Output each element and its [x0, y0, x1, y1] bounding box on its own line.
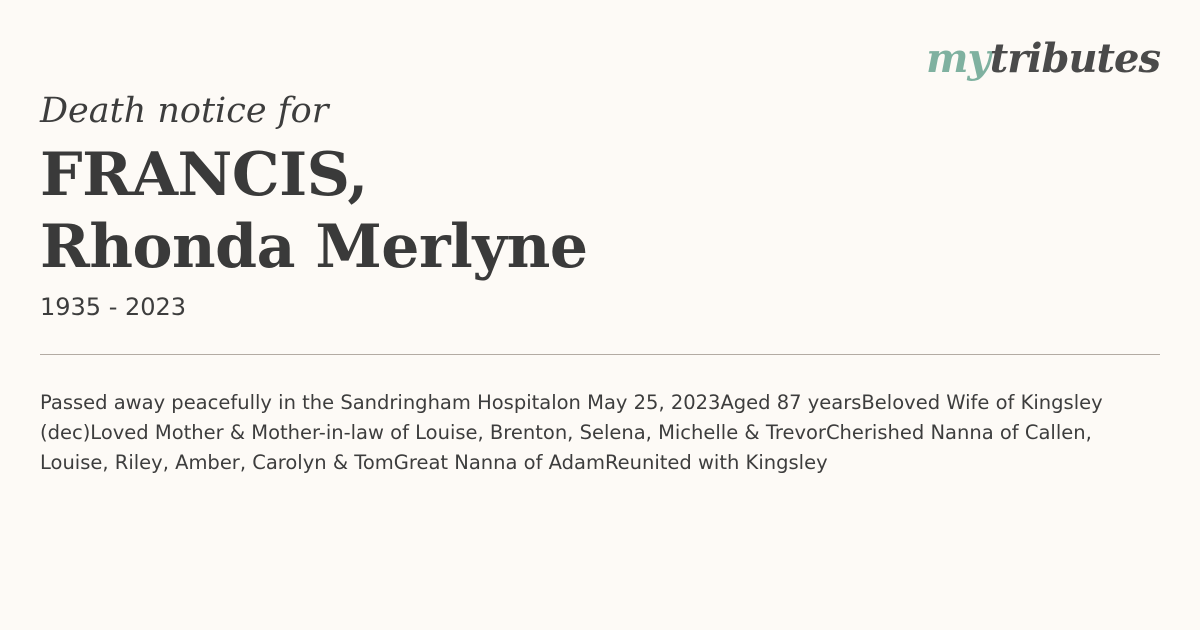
logo-tributes-text: tributes — [989, 35, 1160, 82]
notice-text: Passed away peacefully in the Sandringham Hospitalon May 25, 2023Aged 87 yearsBeloved Wife of Kingsley (dec)Loved Mother & Mother-in-law of Louise, Brenton, Selena, Michelle & TrevorCherished Nanna of Callen, Louise, Riley, Amber, Carolyn & TomGreat Nanna of AdamReunited with Kingsley — [40, 391, 1103, 474]
divider — [40, 354, 1160, 355]
mytributes-logo[interactable] — [926, 34, 1160, 84]
logo-my-text: my — [926, 35, 990, 82]
deceased-surname: FRANCIS, — [40, 140, 368, 210]
notice-label: Death notice for — [40, 91, 329, 131]
deceased-given-names: Rhonda Merlyne — [40, 212, 588, 282]
deceased-name — [40, 139, 588, 283]
life-years: 1935 - 2023 — [40, 293, 187, 321]
